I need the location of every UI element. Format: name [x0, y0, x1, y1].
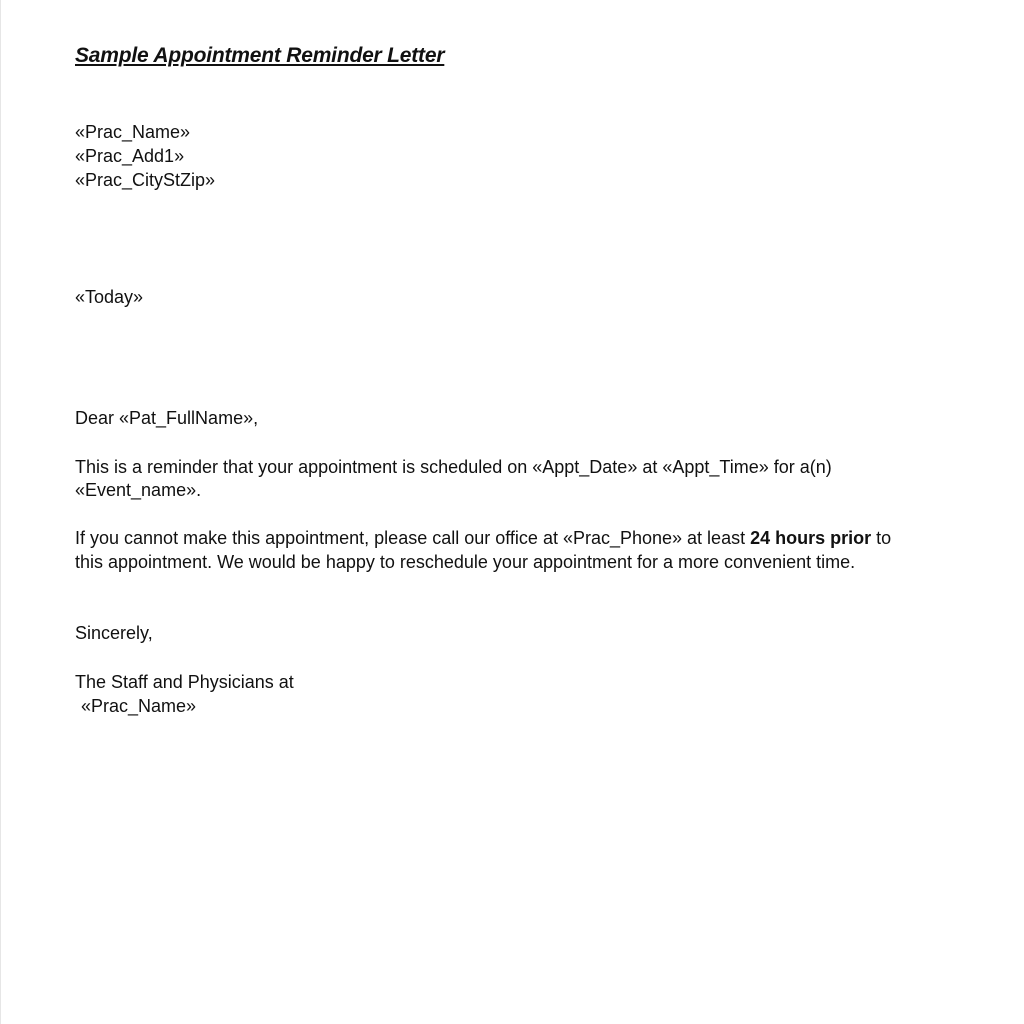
- letter-title: Sample Appointment Reminder Letter: [75, 44, 445, 67]
- signature-line-1: The Staff and Physicians at: [75, 672, 294, 692]
- cancellation-paragraph-line-2: this appointment. We would be happy to reschedule your appointment for a more convenient time.: [75, 552, 856, 572]
- cancellation-paragraph-line-1: [75, 526, 891, 550]
- closing: Sincerely,: [75, 623, 153, 643]
- salutation: Dear «Pat_FullName»,: [75, 408, 259, 428]
- address-line-name: «Prac_Name»: [75, 122, 191, 142]
- address-line-street: «Prac_Add1»: [75, 146, 185, 166]
- cancellation-text-start: If you cannot make this appointment, please call our office at «Prac_Phone» at least: [75, 528, 751, 548]
- reminder-paragraph-line-2: «Event_name».: [75, 480, 202, 500]
- practice-address: [75, 120, 215, 192]
- letter-date: «Today»: [75, 287, 144, 307]
- address-line-city: «Prac_CityStZip»: [75, 170, 216, 190]
- reminder-paragraph-line-1: This is a reminder that your appointment is scheduled on «Appt_Date» at «Appt_Time» for a(n): [75, 457, 832, 477]
- reminder-paragraph: [75, 456, 832, 502]
- signature-line-2: «Prac_Name»: [81, 696, 197, 716]
- cancellation-paragraph: [75, 526, 891, 574]
- cancellation-text-end: to: [871, 528, 892, 548]
- notice-period-bold: 24 hours prior: [750, 528, 872, 548]
